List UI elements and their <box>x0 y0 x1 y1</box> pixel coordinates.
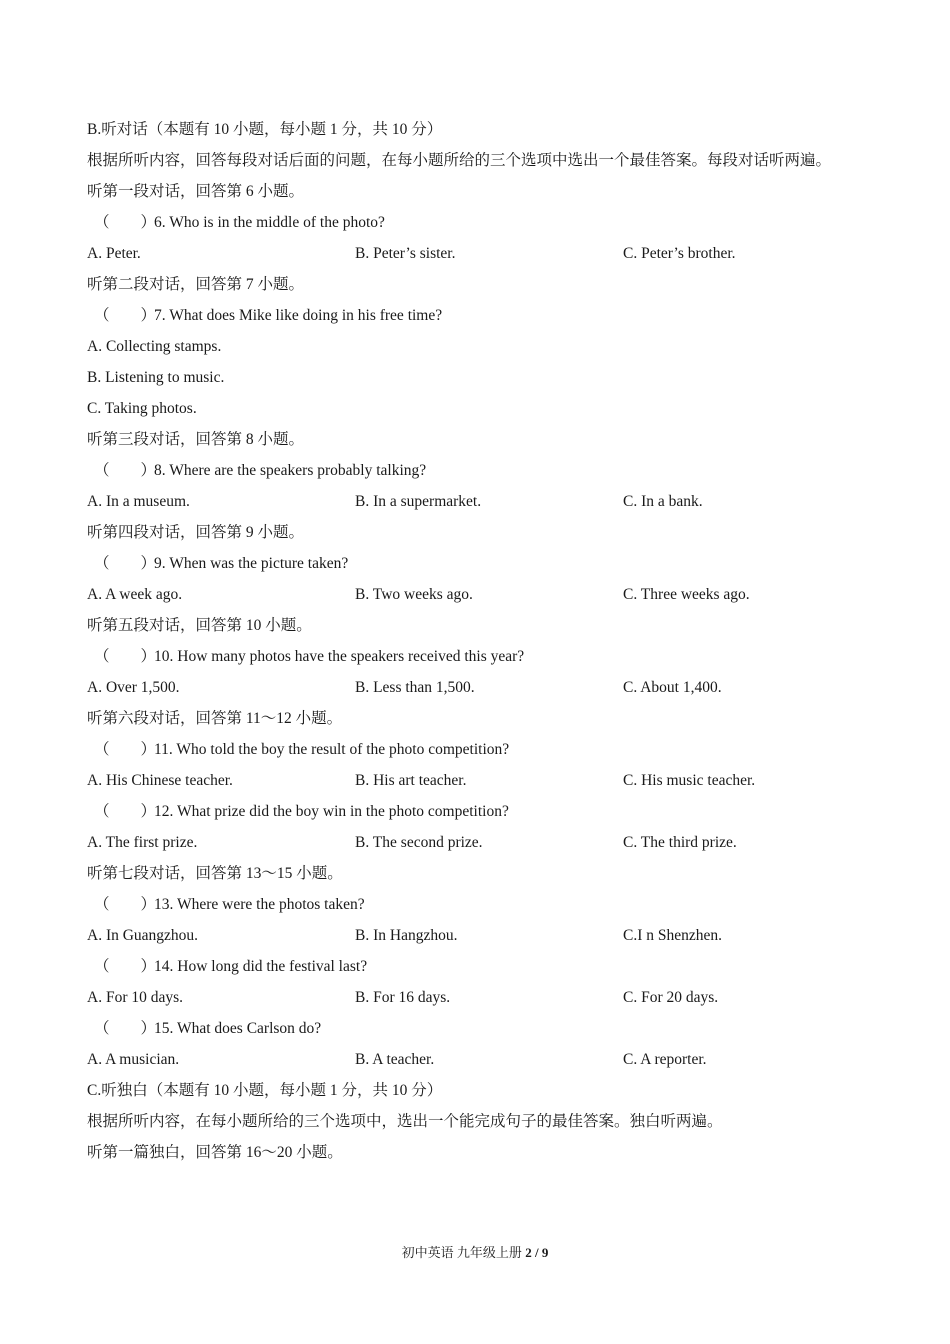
answer-blank: （ ） <box>94 1020 157 1037</box>
option-c: C. Peter’s brother. <box>623 245 736 262</box>
footer-label: 初中英语 九年级上册 <box>401 1245 526 1260</box>
option-a: A. A musician. <box>87 1051 180 1068</box>
question-text: 7. What does Mike like doing in his free time? <box>154 307 443 324</box>
section-b-instruction: 根据所听内容，回答每段对话后面的问题，在每小题所给的三个选项中选出一个最佳答案。每段对话听两遍。 <box>87 152 832 169</box>
question-12 <box>87 796 867 827</box>
page-number: 2 <box>525 1245 532 1260</box>
answer-blank: （ ） <box>94 648 157 665</box>
option-a: A. In Guangzhou. <box>87 927 199 944</box>
answer-blank: （ ） <box>94 462 157 479</box>
page-footer <box>0 1243 950 1263</box>
monologue-intro: 听第一篇独白，回答第 16～20 小题。 <box>87 1144 343 1161</box>
option-a: A. For 10 days. <box>87 989 184 1006</box>
options-row <box>87 765 867 796</box>
answer-blank: （ ） <box>94 803 157 820</box>
option-a: A. Collecting stamps. <box>87 338 222 355</box>
options-row <box>87 982 867 1013</box>
option-a: A. Over 1,500. <box>87 679 180 696</box>
question-14 <box>87 951 867 982</box>
option-b: B. His art teacher. <box>355 772 467 789</box>
question-text: 13. Where were the photos taken? <box>154 896 365 913</box>
option-c: C. In a bank. <box>623 493 703 510</box>
option-c: C. Taking photos. <box>87 400 197 417</box>
page-total: 9 <box>541 1245 549 1260</box>
option-b: B. Two weeks ago. <box>355 586 473 603</box>
section-b-heading: B.听对话（本题有 10 小题，每小题 1 分，共 10 分） <box>87 121 443 138</box>
question-text: 8. Where are the speakers probably talking? <box>154 462 427 479</box>
option-b: B. In a supermarket. <box>355 493 482 510</box>
option-b: B. Peter’s sister. <box>355 245 456 262</box>
options-row <box>87 827 867 858</box>
question-text: 6. Who is in the middle of the photo? <box>154 214 385 231</box>
dialogue-intro: 听第五段对话，回答第 10 小题。 <box>87 617 312 634</box>
option-a: A. Peter. <box>87 245 141 262</box>
question-6 <box>87 207 867 238</box>
option-b: B. Less than 1,500. <box>355 679 475 696</box>
options-row <box>87 579 867 610</box>
option-c: C. The third prize. <box>623 834 737 851</box>
option-c: C. For 20 days. <box>623 989 719 1006</box>
question-8 <box>87 455 867 486</box>
answer-blank: （ ） <box>94 741 157 758</box>
dialogue-intro: 听第三段对话，回答第 8 小题。 <box>87 431 305 448</box>
option-a: A. A week ago. <box>87 586 183 603</box>
options-row <box>87 672 867 703</box>
document-content <box>87 114 867 1168</box>
option-c: C. His music teacher. <box>623 772 756 789</box>
option-a: A. In a museum. <box>87 493 190 510</box>
question-9 <box>87 548 867 579</box>
option-b: B. The second prize. <box>355 834 483 851</box>
section-c-heading: C.听独白（本题有 10 小题，每小题 1 分，共 10 分） <box>87 1082 443 1099</box>
option-c: C. About 1,400. <box>623 679 722 696</box>
dialogue-intro: 听第一段对话，回答第 6 小题。 <box>87 183 305 200</box>
question-text: 11. Who told the boy the result of the photo competition? <box>154 741 510 758</box>
options-row <box>87 920 867 951</box>
option-c: C. Three weeks ago. <box>623 586 750 603</box>
option-b: B. In Hangzhou. <box>355 927 458 944</box>
question-text: 12. What prize did the boy win in the photo competition? <box>154 803 509 820</box>
question-15 <box>87 1013 867 1044</box>
answer-blank: （ ） <box>94 214 157 231</box>
option-a: A. His Chinese teacher. <box>87 772 233 789</box>
question-text: 15. What does Carlson do? <box>154 1020 322 1037</box>
dialogue-intro: 听第七段对话，回答第 13～15 小题。 <box>87 865 343 882</box>
option-c: C.I n Shenzhen. <box>623 927 723 944</box>
dialogue-intro: 听第二段对话，回答第 7 小题。 <box>87 276 305 293</box>
page-separator: / <box>531 1245 542 1260</box>
options-row <box>87 1044 867 1075</box>
question-text: 9. When was the picture taken? <box>154 555 349 572</box>
section-c-instruction: 根据所听内容，在每小题所给的三个选项中，选出一个能完成句子的最佳答案。独白听两遍。 <box>87 1113 723 1130</box>
question-10 <box>87 641 867 672</box>
option-b: B. Listening to music. <box>87 369 225 386</box>
option-a: A. The first prize. <box>87 834 198 851</box>
option-c: C. A reporter. <box>623 1051 707 1068</box>
answer-blank: （ ） <box>94 307 157 324</box>
answer-blank: （ ） <box>94 555 157 572</box>
options-row <box>87 238 867 269</box>
question-text: 10. How many photos have the speakers received this year? <box>154 648 525 665</box>
dialogue-intro: 听第四段对话，回答第 9 小题。 <box>87 524 305 541</box>
options-row <box>87 486 867 517</box>
question-7 <box>87 300 867 331</box>
answer-blank: （ ） <box>94 958 157 975</box>
dialogue-intro: 听第六段对话，回答第 11～12 小题。 <box>87 710 343 727</box>
question-text: 14. How long did the festival last? <box>154 958 368 975</box>
answer-blank: （ ） <box>94 896 157 913</box>
question-13 <box>87 889 867 920</box>
option-b: B. For 16 days. <box>355 989 451 1006</box>
question-11 <box>87 734 867 765</box>
option-b: B. A teacher. <box>355 1051 435 1068</box>
